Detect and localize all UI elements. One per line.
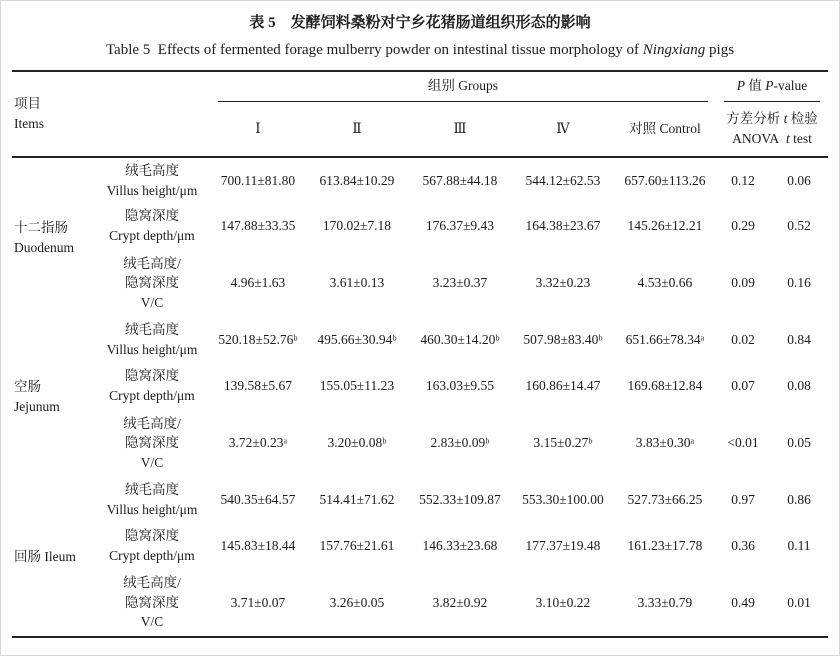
row-label-zh2: 隐窝深度 bbox=[124, 275, 179, 291]
value-cell: 4.53±0.66 bbox=[637, 275, 693, 291]
value-cell: 164.38±23.67 bbox=[525, 218, 601, 234]
value-cell: 3.32±0.23 bbox=[535, 275, 591, 291]
pvalue-anova-cell: 0.09 bbox=[731, 275, 755, 291]
row-label-en: V/C bbox=[140, 294, 164, 310]
pvalue-header bbox=[716, 71, 828, 102]
value-cell: 157.76±21.61 bbox=[319, 538, 395, 554]
row-label-zh2: 隐窝深度 bbox=[124, 435, 179, 451]
value-cell: 495.66±30.94ᵇ bbox=[317, 332, 397, 348]
row-label-zh: 绒毛高度/ bbox=[123, 575, 181, 591]
value-cell: 161.23±17.78 bbox=[627, 538, 703, 554]
table-row bbox=[12, 203, 828, 249]
groups-header-label: 组别 Groups bbox=[218, 74, 708, 102]
value-cell: 3.83±0.30ᵃ bbox=[635, 435, 695, 451]
value-cell: 700.11±81.80 bbox=[220, 172, 296, 188]
table-title-en-text: Table 5 Effects of fermented forage mulberry powder on intestinal tissue morphology of bbox=[105, 42, 643, 58]
value-cell: 3.23±0.37 bbox=[432, 275, 488, 291]
value-cell: 514.41±71.62 bbox=[319, 492, 395, 508]
col-header-control: 对照 Control bbox=[614, 102, 716, 157]
value-cell: 527.73±66.25 bbox=[627, 492, 703, 508]
value-cell: 145.26±12.21 bbox=[627, 218, 703, 234]
pvalue-anova-cell: 0.49 bbox=[731, 594, 755, 610]
results-table bbox=[12, 70, 828, 638]
value-cell: 169.68±12.84 bbox=[627, 378, 703, 394]
stats-en-suffix: test bbox=[789, 131, 812, 146]
items-header-en: Items bbox=[13, 116, 44, 131]
value-cell: 3.82±0.92 bbox=[432, 594, 488, 610]
table-title-zh: 表 5 发酵饲料桑粉对宁乡花猪肠道组织形态的影响 bbox=[249, 15, 591, 31]
value-cell: 170.02±7.18 bbox=[322, 218, 392, 234]
row-label bbox=[94, 249, 210, 317]
pvalue-ttest-cell: 0.86 bbox=[787, 492, 811, 508]
value-cell: 146.33±23.68 bbox=[422, 538, 498, 554]
row-label-zh: 隐窝深度 bbox=[124, 208, 179, 224]
value-cell: 540.35±64.57 bbox=[220, 492, 296, 508]
row-label bbox=[94, 477, 210, 523]
value-cell: 147.88±33.35 bbox=[220, 218, 296, 234]
value-cell: 544.12±62.53 bbox=[525, 172, 601, 188]
value-cell: 507.98±83.40ᵇ bbox=[523, 332, 603, 348]
value-cell: 3.10±0.22 bbox=[535, 594, 591, 610]
value-cell: 613.84±10.29 bbox=[319, 172, 395, 188]
organ-zh: 空肠 bbox=[13, 379, 41, 395]
pvalue-anova-cell: 0.07 bbox=[731, 378, 755, 394]
row-label bbox=[94, 523, 210, 569]
row-label-zh: 绒毛高度/ bbox=[123, 415, 181, 431]
value-cell: 2.83±0.09ᵇ bbox=[430, 435, 490, 451]
col-header-group-4: Ⅳ bbox=[512, 102, 614, 157]
value-cell: 651.66±78.34ᵃ bbox=[625, 332, 705, 348]
row-label bbox=[94, 157, 210, 203]
row-label-zh: 绒毛高度 bbox=[124, 482, 179, 498]
row-label bbox=[94, 409, 210, 477]
table-title-en-suffix: pigs bbox=[705, 42, 735, 58]
pvalue-anova-cell: 0.02 bbox=[731, 332, 755, 348]
row-label-zh: 绒毛高度/ bbox=[123, 255, 181, 271]
table-row bbox=[12, 317, 828, 363]
row-label-en: V/C bbox=[140, 614, 164, 630]
pvalue-anova-cell: 0.12 bbox=[731, 172, 755, 188]
value-cell: 145.83±18.44 bbox=[220, 538, 296, 554]
row-label-en: Villus height/μm bbox=[106, 182, 198, 198]
row-label-en: Crypt depth/μm bbox=[109, 548, 195, 563]
value-cell: 520.18±52.76ᵇ bbox=[218, 332, 298, 348]
row-label-en: Villus height/μm bbox=[106, 502, 198, 517]
col-header-stats bbox=[716, 102, 828, 157]
row-label-en: Crypt depth/μm bbox=[109, 388, 195, 403]
value-cell: 3.26±0.05 bbox=[329, 594, 385, 610]
table-row bbox=[12, 523, 828, 569]
organ-zh: 十二指肠 bbox=[13, 219, 68, 235]
organ-label-ileum bbox=[12, 477, 94, 637]
row-label-en: Crypt depth/μm bbox=[109, 228, 195, 243]
table-row bbox=[12, 409, 828, 477]
value-cell: 3.20±0.08ᵇ bbox=[327, 435, 387, 451]
table-row bbox=[12, 157, 828, 203]
pvalue-ttest-cell: 0.05 bbox=[787, 435, 811, 451]
pvalue-anova-cell: <0.01 bbox=[727, 435, 759, 451]
row-label-zh: 绒毛高度 bbox=[124, 162, 179, 178]
organ-zh-en: 回肠 Ileum bbox=[13, 548, 76, 564]
pvalue-anova-cell: 0.36 bbox=[731, 538, 755, 554]
stats-en-prefix: ANOVA bbox=[732, 131, 786, 146]
pvalue-ttest-cell: 0.01 bbox=[787, 594, 811, 610]
header-row-spans bbox=[12, 71, 828, 102]
col-header-group-3: Ⅲ bbox=[408, 102, 512, 157]
stats-zh-t: t bbox=[783, 111, 788, 127]
row-label-en: Villus height/μm bbox=[106, 342, 198, 357]
pvalue-en: -value bbox=[773, 78, 808, 94]
items-header-zh: 项目 bbox=[13, 96, 41, 112]
pvalue-anova-cell: 0.29 bbox=[731, 218, 755, 234]
pvalue-ttest-cell: 0.84 bbox=[787, 332, 811, 348]
value-cell: 657.60±113.26 bbox=[624, 172, 706, 188]
value-cell: 163.03±9.55 bbox=[425, 378, 495, 394]
row-label bbox=[94, 569, 210, 637]
pvalue-ttest-cell: 0.06 bbox=[787, 172, 811, 188]
pvalue-anova-cell: 0.97 bbox=[731, 492, 755, 508]
value-cell: 553.30±100.00 bbox=[522, 492, 604, 508]
stats-zh-suffix: 检验 bbox=[787, 111, 818, 127]
value-cell: 3.33±0.79 bbox=[637, 594, 693, 610]
value-cell: 177.37±19.48 bbox=[525, 538, 601, 554]
items-header bbox=[12, 71, 210, 157]
value-cell: 3.72±0.23ᵃ bbox=[228, 435, 288, 451]
table-title-en-breed: Ningxiang bbox=[642, 42, 706, 58]
row-label bbox=[94, 317, 210, 363]
stats-zh-prefix: 方差分析 bbox=[726, 111, 784, 127]
stats-en-t: t bbox=[785, 131, 790, 146]
organ-en: Duodenum bbox=[13, 239, 74, 255]
table-row bbox=[12, 569, 828, 637]
value-cell: 567.88±44.18 bbox=[422, 172, 498, 188]
pvalue-ttest-cell: 0.52 bbox=[787, 218, 811, 234]
organ-en: Jejunum bbox=[13, 399, 60, 414]
groups-header bbox=[210, 71, 716, 102]
value-cell: 552.33±109.87 bbox=[419, 492, 501, 508]
value-cell: 176.37±9.43 bbox=[425, 218, 495, 234]
pvalue-p-zh: P bbox=[736, 78, 746, 94]
value-cell: 3.71±0.07 bbox=[230, 594, 286, 610]
table-title-en bbox=[1, 40, 839, 61]
stats-header-en bbox=[716, 129, 828, 149]
value-cell: 155.05±11.23 bbox=[319, 378, 395, 394]
col-header-group-2: Ⅱ bbox=[306, 102, 408, 157]
pvalue-p-en: P bbox=[765, 78, 774, 94]
row-label-zh: 隐窝深度 bbox=[124, 368, 179, 384]
row-label bbox=[94, 203, 210, 249]
pvalue-zh: 值 bbox=[745, 78, 766, 94]
stats-header-zh bbox=[716, 109, 828, 129]
row-label bbox=[94, 363, 210, 409]
row-label-zh: 隐窝深度 bbox=[124, 528, 179, 544]
row-label-zh: 绒毛高度 bbox=[124, 322, 179, 338]
table-row bbox=[12, 363, 828, 409]
row-label-zh2: 隐窝深度 bbox=[124, 594, 179, 610]
value-cell: 3.15±0.27ᵇ bbox=[533, 435, 593, 451]
pvalue-header-label bbox=[724, 74, 820, 102]
value-cell: 139.58±5.67 bbox=[223, 378, 293, 394]
value-cell: 3.61±0.13 bbox=[329, 275, 385, 291]
organ-label-jejunum bbox=[12, 317, 94, 477]
col-header-group-1: Ⅰ bbox=[210, 102, 306, 157]
table-row bbox=[12, 249, 828, 317]
pvalue-ttest-cell: 0.11 bbox=[787, 538, 811, 554]
row-label-en: V/C bbox=[140, 454, 164, 470]
pvalue-ttest-cell: 0.16 bbox=[787, 275, 811, 291]
value-cell: 4.96±1.63 bbox=[230, 275, 286, 291]
organ-label-duodenum bbox=[12, 157, 94, 317]
value-cell: 160.86±14.47 bbox=[525, 378, 601, 394]
table-row bbox=[12, 477, 828, 523]
value-cell: 460.30±14.20ᵇ bbox=[420, 332, 500, 348]
pvalue-ttest-cell: 0.08 bbox=[787, 378, 811, 394]
